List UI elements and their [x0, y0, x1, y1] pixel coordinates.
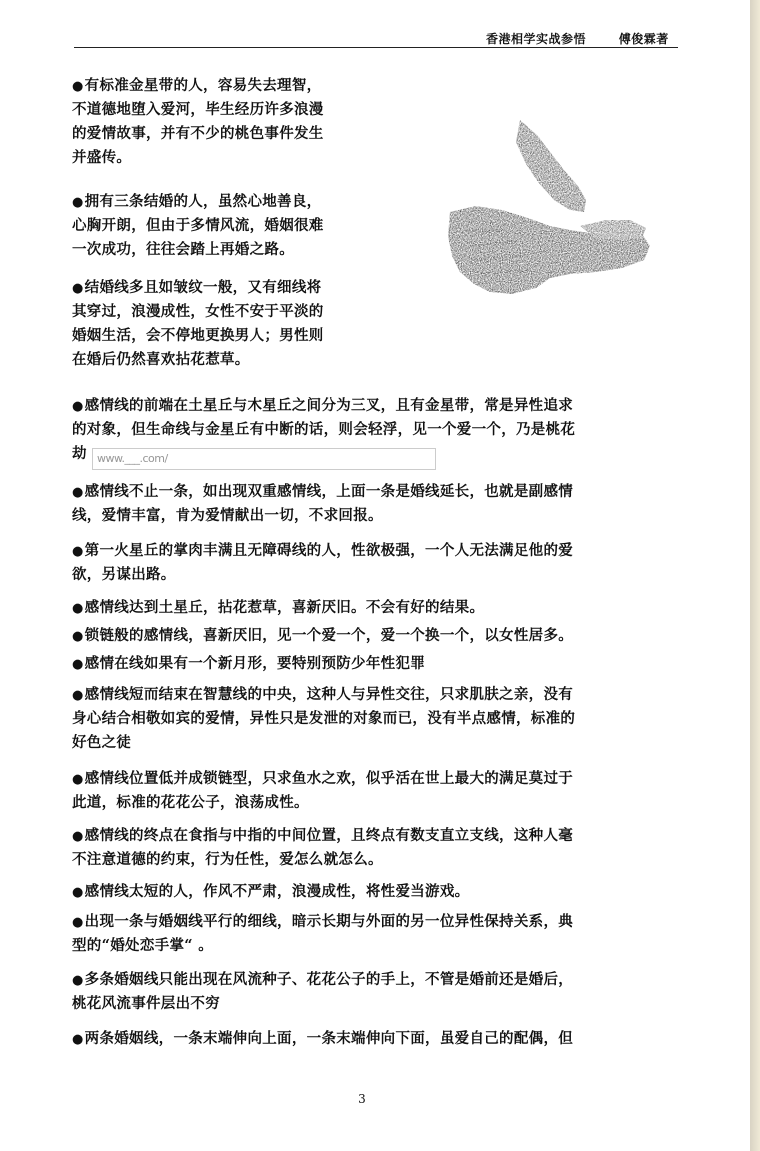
- paragraph-line: ●锁链般的感情线，喜新厌旧，见一个爱一个，爱一个换一个，以女性居多。: [72, 627, 574, 644]
- paragraph-line: ●两条婚姻线，一条末端伸向上面，一条末端伸向下面，虽爱自己的配偶，但: [72, 1030, 574, 1047]
- paragraph-line: 身心结合相敬如宾的爱情，异性只是发泄的对象而已，没有半点感情，标准的: [72, 710, 576, 727]
- bullet-icon: ●: [72, 915, 84, 930]
- bullet-icon: ●: [72, 657, 84, 672]
- paragraph-10: [72, 683, 575, 755]
- bullet-icon: ●: [72, 79, 84, 94]
- paragraph-line: 心胸开朗，但由于多情风流，婚姻很难: [72, 217, 324, 234]
- bullet-icon: ●: [72, 973, 84, 988]
- paragraph-line: ●第一火星丘的掌肉丰满且无障碍线的人，性欲极强，一个人无法满足他的爱: [72, 542, 574, 559]
- paragraph-12: [72, 824, 573, 872]
- paragraph-3: [72, 276, 324, 372]
- bullet-icon: ●: [72, 1032, 84, 1047]
- watermark-url: www.___.com/: [97, 452, 168, 465]
- paragraph-line: 此道，标准的花花公子，浪荡成性。: [72, 794, 309, 811]
- paragraph-2: [72, 190, 324, 262]
- bullet-icon: ●: [72, 885, 84, 900]
- paragraph-line: ●有标准金星带的人，容易失去理智，: [72, 77, 322, 94]
- watermark-overlay: [92, 448, 436, 470]
- paragraph-line: 好色之徒: [72, 734, 132, 751]
- bullet-icon: ●: [72, 399, 84, 414]
- paragraph-14: [72, 910, 573, 958]
- paragraph-6: [72, 539, 573, 587]
- paragraph-line: ●感情在线如果有一个新月形，要特别预防少年性犯罪: [72, 655, 426, 672]
- bullet-icon: ●: [72, 688, 84, 703]
- paragraph-line: 桃花风流事件层出不穷: [72, 995, 220, 1012]
- bullet-icon: ●: [72, 629, 84, 644]
- bullet-icon: ●: [72, 772, 84, 787]
- page-number: 3: [358, 1092, 366, 1106]
- paragraph-13: [72, 880, 469, 904]
- paragraph-line: 在婚后仍然喜欢拈花惹草。: [72, 351, 250, 368]
- book-title: 香港相学实战参悟: [486, 32, 587, 46]
- paragraph-16: [72, 1027, 573, 1051]
- paragraph-15: [72, 968, 573, 1016]
- bullet-icon: ●: [72, 601, 84, 616]
- paragraph-line: 不道德地堕入爱河，毕生经历许多浪漫: [72, 101, 324, 118]
- bullet-icon: ●: [72, 195, 84, 210]
- paragraph-line: ●多条婚姻线只能出现在风流种子、花花公子的手上，不管是婚前还是婚后，: [72, 971, 574, 988]
- paragraph-line: 的对象，但生命线与金星丘有中断的话，则会轻浮，见一个爱一个，乃是桃花: [72, 421, 576, 438]
- paragraph-line: ●感情线的前端在土星丘与木星丘之间分为三叉，且有金星带，常是异性追求: [72, 397, 574, 414]
- paragraph-line: 的爱情故事，并有不少的桃色事件发生: [72, 125, 324, 142]
- paragraph-8: [72, 624, 573, 648]
- bullet-icon: ●: [72, 281, 84, 296]
- bullet-icon: ●: [72, 544, 84, 559]
- paragraph-line: ●感情线达到土星丘，拈花惹草，喜新厌旧。不会有好的结果。: [72, 599, 485, 616]
- author-name: 傅俊霖著: [618, 32, 669, 46]
- paragraph-line: ●感情线不止一条，如出现双重感情线，上面一条是婚线延长，也就是副感情: [72, 483, 574, 500]
- paragraph-line: ●感情线位置低并成锁链型，只求鱼水之欢，似乎活在世上最大的满足莫过于: [72, 770, 574, 787]
- paragraph-line: 婚姻生活，会不停地更换男人；男性则: [72, 327, 324, 344]
- paragraph-line: ●结婚线多且如皱纹一般，又有细线将: [72, 279, 322, 296]
- paragraph-line: ●感情线的终点在食指与中指的中间位置，且终点有数支直立支线，这种人毫: [72, 827, 574, 844]
- paragraph-line: 不注意道德的约束，行为任性，爱怎么就怎么。: [72, 851, 383, 868]
- paragraph-5: [72, 480, 573, 528]
- paragraph-line: 其穿过，浪漫成性，女性不安于平淡的: [72, 303, 324, 320]
- bullet-icon: ●: [72, 829, 84, 844]
- paragraph-line: ●拥有三条结婚的人，虽然心地善良，: [72, 193, 322, 210]
- paragraph-line: ●感情线短而结束在智慧线的中央，这种人与异性交往，只求肌肤之亲，没有: [72, 686, 574, 703]
- paragraph-line: 劫: [72, 445, 87, 462]
- paragraph-line: ●出现一条与婚姻线平行的细线，暗示长期与外面的另一位异性保持关系，典: [72, 913, 574, 930]
- paragraph-11: [72, 767, 573, 815]
- palm-photo: [446, 108, 690, 316]
- paragraph-line: 并盛传。: [72, 149, 132, 166]
- running-header: [486, 30, 669, 47]
- bullet-icon: ●: [72, 485, 84, 500]
- paragraph-1: [72, 74, 324, 170]
- paragraph-line: 一次成功，往往会踏上再婚之路。: [72, 241, 294, 258]
- paragraph-9: [72, 652, 425, 676]
- paragraph-line: 线，爱情丰富，肯为爱情献出一切，不求回报。: [72, 507, 383, 524]
- paragraph-line: 欲，另谋出路。: [72, 566, 176, 583]
- header-rule: [74, 47, 678, 48]
- paragraph-line: 型的“婚处恋手掌“ 。: [72, 937, 214, 954]
- paragraph-line: ●感情线太短的人，作风不严肃，浪漫成性，将性爱当游戏。: [72, 883, 470, 900]
- page-edge: [750, 0, 760, 1151]
- paragraph-7: [72, 596, 484, 620]
